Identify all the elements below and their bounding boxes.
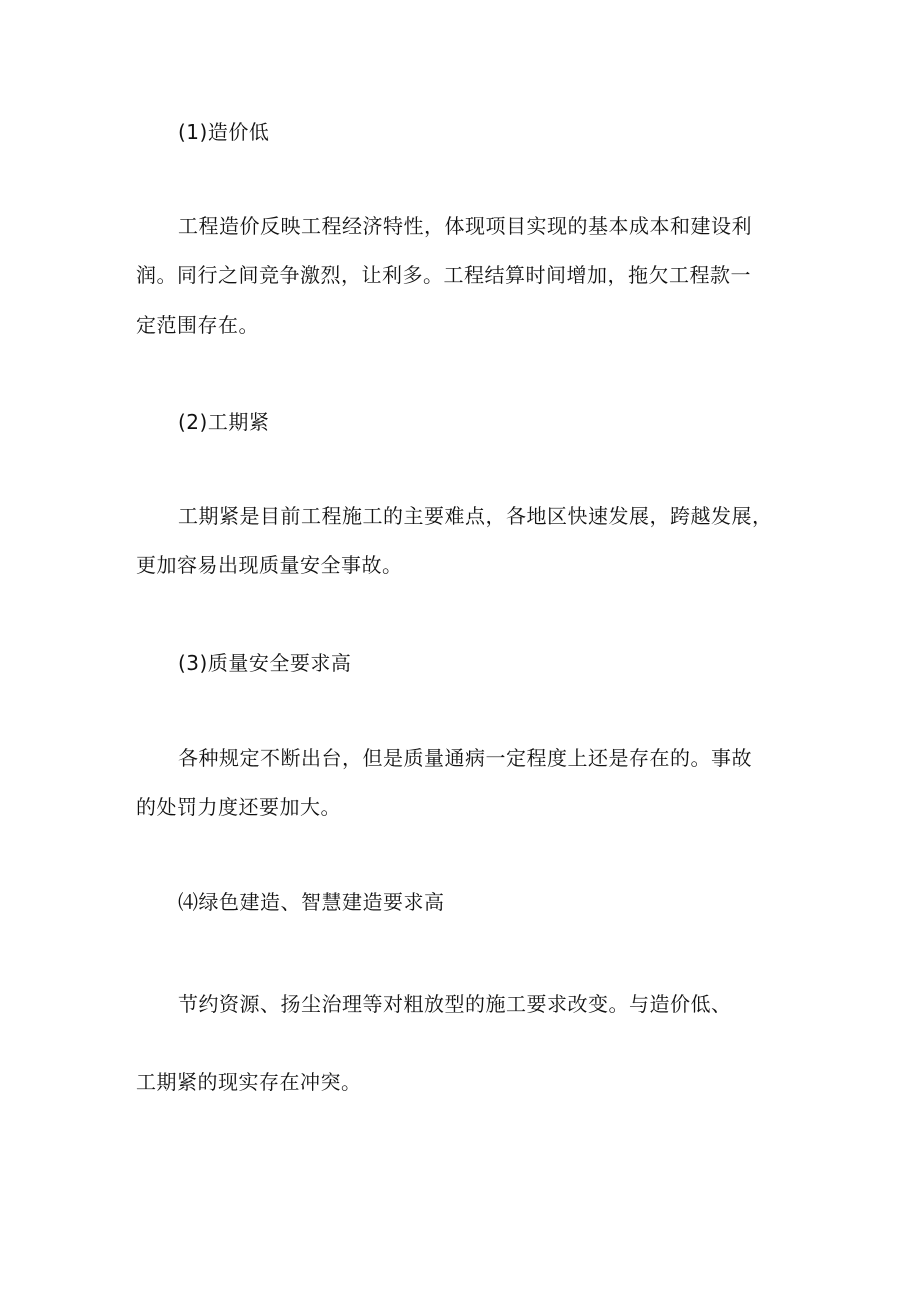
section-2-line-1: 工期紧是目前工程施工的主要难点，各地区快速发展，跨越发展， [178,504,773,528]
section-1-heading: (1)造价低 [178,120,270,144]
section-1-line-2: 润。同行之间竞争激烈，让利多。工程结算时间增加，拖欠工程款一 [136,263,751,287]
section-2-line-2: 更加容易出现质量安全事故。 [136,553,403,577]
section-3-line-2: 的处罚力度还要加大。 [136,795,341,819]
section-1-line-1: 工程造价反映工程经济特性，体现项目实现的基本成本和建设利 [178,214,752,238]
section-3-heading: (3)质量安全要求高 [178,651,352,675]
section-4-line-1: 节约资源、扬尘治理等对粗放型的施工要求改变。与造价低、 [178,992,732,1016]
section-4-line-2: 工期紧的现实存在冲突。 [136,1070,362,1094]
section-3-line-1: 各种规定不断出台，但是质量通病一定程度上还是存在的。事故 [178,746,752,770]
section-2-heading: (2)工期紧 [178,410,270,434]
section-1-line-3: 定范围存在。 [136,313,259,337]
section-4-heading: ⑷绿色建造、智慧建造要求高 [178,890,445,914]
